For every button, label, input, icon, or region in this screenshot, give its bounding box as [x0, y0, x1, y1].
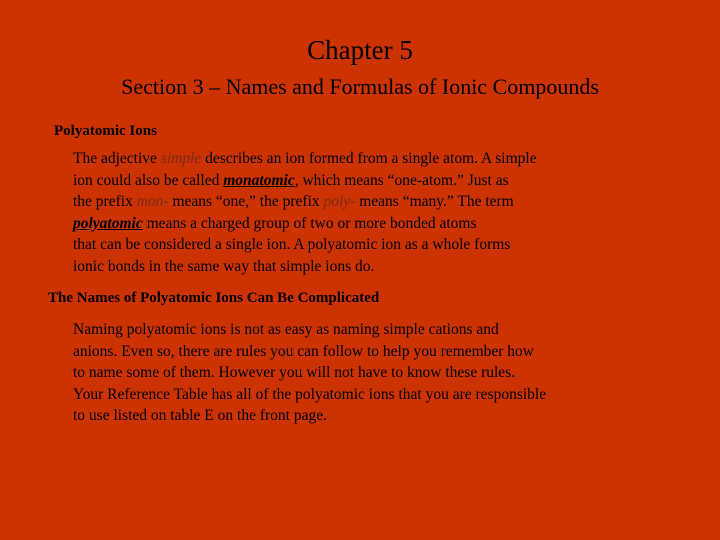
paragraph-line: [73, 213, 537, 235]
text-run: , which means “one-atom.” Just as: [294, 171, 509, 189]
text-run: ion could also be called: [73, 171, 224, 189]
heading-names-of-polyatomic-ions: The Names of Polyatomic Ions Can Be Complicated: [48, 290, 380, 306]
paragraph-naming-polyatomic-ions: [73, 319, 546, 427]
text-run: means “many.” The term: [355, 193, 514, 210]
section-title: Section 3 – Names and Formulas of Ionic Compounds: [121, 74, 599, 99]
paragraph-line: [73, 170, 537, 192]
chapter-title: Chapter 5: [307, 35, 413, 65]
paragraph-polyatomic-ions: [73, 148, 537, 277]
text-run: means “one,” the prefix: [168, 193, 324, 210]
heading-polyatomic-ions: Polyatomic Ions: [54, 123, 157, 139]
paragraph-line: Naming polyatomic ions is not as easy as naming simple cations and: [73, 321, 499, 338]
text-run: the prefix: [73, 193, 137, 210]
term-polyatomic: polyatomic: [73, 214, 143, 232]
text-run: describes an ion formed from a single atom. A simple: [201, 150, 537, 167]
paragraph-line: [73, 148, 537, 170]
paragraph-line: ionic bonds in the same way that simple ions do.: [73, 257, 375, 275]
term-mon-prefix: mon-: [136, 193, 169, 210]
paragraph-line: Your Reference Table has all of the polyatomic ions that you are responsible: [73, 385, 547, 403]
text-run: means a charged group of two or more bonded atoms: [142, 214, 477, 232]
term-monatomic: monatomic: [223, 171, 295, 189]
term-simple: simple: [160, 150, 202, 167]
term-poly-prefix: poly-: [323, 193, 356, 210]
paragraph-line: anions. Even so, there are rules you can follow to help you remember how: [73, 342, 534, 360]
paragraph-line: to use listed on table E on the front page.: [73, 407, 327, 424]
paragraph-line: [73, 191, 537, 213]
paragraph-line: that can be considered a single ion. A polyatomic ion as a whole forms: [73, 236, 511, 253]
text-run: The adjective: [73, 150, 161, 167]
paragraph-line: to name some of them. However you will not have to know these rules.: [73, 364, 516, 381]
